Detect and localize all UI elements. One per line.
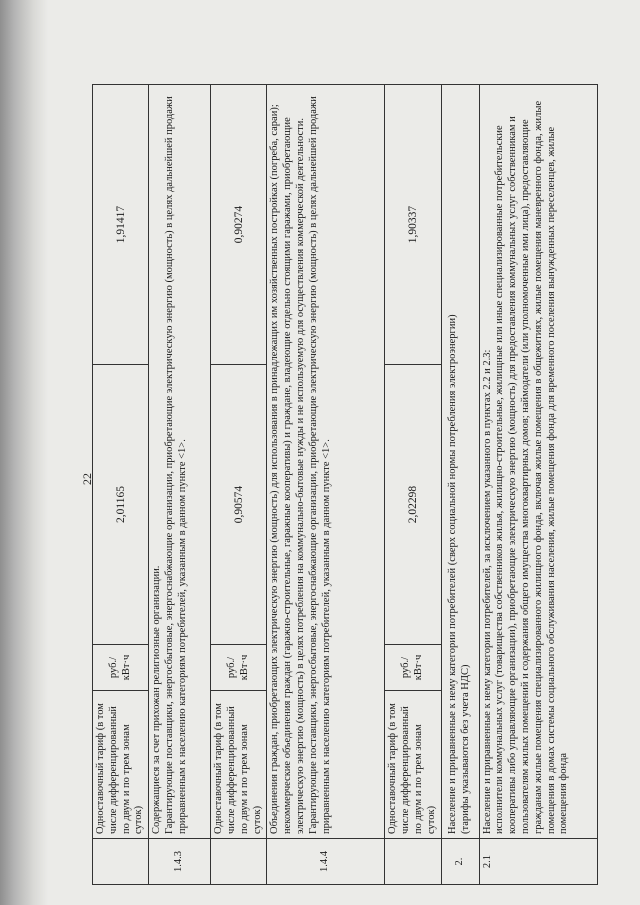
row-number: 2.1 [479,839,597,885]
value-second-half: 0,90274 [211,85,267,365]
value-first-half: 2,02298 [385,365,441,645]
tariff-label: Одноставочный тариф (в том числе дифференцированный по двум и по трем зонам суток) [385,691,441,839]
table-row [479,85,597,885]
table-row [149,85,211,885]
table-row [267,85,385,885]
tariff-label: Одноставочный тариф (в том числе дифференцированный по двум и по трем зонам суток) [211,691,267,839]
scan-shadow [0,0,48,905]
row-number: 1.4.4 [267,839,385,885]
value-first-half: 2,01165 [93,365,149,645]
tariff-label: Одноставочный тариф (в том числе дифференцированный по двум и по трем зонам суток) [93,691,149,839]
table-row [211,85,267,885]
rotated-page [70,75,602,895]
row-number: 1.4.3 [149,839,211,885]
unit-cell: руб./кВт·ч [385,645,441,691]
row-number [385,839,441,885]
row-number: 2. [441,839,479,885]
unit-cell: руб./кВт·ч [211,645,267,691]
section-description: Содержащиеся за счет прихожан религиозные организации. Гарантирующие поставщики, энергосбытовые, энергоснабжающие организации, приобретающие электрическую энергию (мощность) в целях дальнейшей продажи приравненным к населению категориям потребителей, указанным в данном пункте <1>. [149,85,211,839]
section-description: Население и приравненные к нему категории потребителей (сверх социальной нормы потребления электроэнергии) (тарифы указываются без учета НДС) [441,85,479,839]
section-description: Объединения граждан, приобретающих электрическую энергию (мощность) для использования в принадлежащих им хозяйственных постройках (погреба, сараи); некоммерческие объединения граждан (гаражно-строительные, гаражные кооперативы) и граждане, владеющие отдельно стоящими гаражами, приобретающие электрическую энергию (мощность) в целях потребления на коммунально-бытовые нужды и не используемую для осуществления коммерческой деятельности. Гарантирующие поставщики, энергосбытовые, энергоснабжающие организации, приобретающие электрическую энергию (мощность) в целях дальнейшей продажи приравненным к населению категориям потребителей, указанным в данном пункте <1>. [267,85,385,839]
row-number [211,839,267,885]
section-description: Население и приравненные к нему категории потребителей, за исключением указанного в пунктах 2.2 и 2.3: исполнители коммунальных услуг (товарищества собственников жилья, жилищно-строительные, жилищные или иные специализированные потребительские кооперативы либо управляющие организации), приобретающие электрическую энергию (мощность) для предоставления коммунальных услуг собственникам и пользователям жилых помещений и содержания общего имущества многоквартирных домов; наймодатели (или уполномоченные ими лица), предоставляющие гражданам жилые помещения специализированного жилищного фонда, включая жилые помещения в общежитиях, жилые помещения маневренного фонда, жилые помещения в домах системы социального обслуживания населения, жилые помещения фонда для временного поселения вынужденных переселенцев, жилые помещения фонда [479,85,597,839]
page-number: 22 [80,473,94,485]
unit-cell: руб./кВт·ч [93,645,149,691]
table-row [385,85,441,885]
value-second-half: 1,90337 [385,85,441,365]
table-row [441,85,479,885]
table-row [93,85,149,885]
value-first-half: 0,90574 [211,365,267,645]
tariff-table [92,84,598,885]
row-number [93,839,149,885]
value-second-half: 1,91417 [93,85,149,365]
